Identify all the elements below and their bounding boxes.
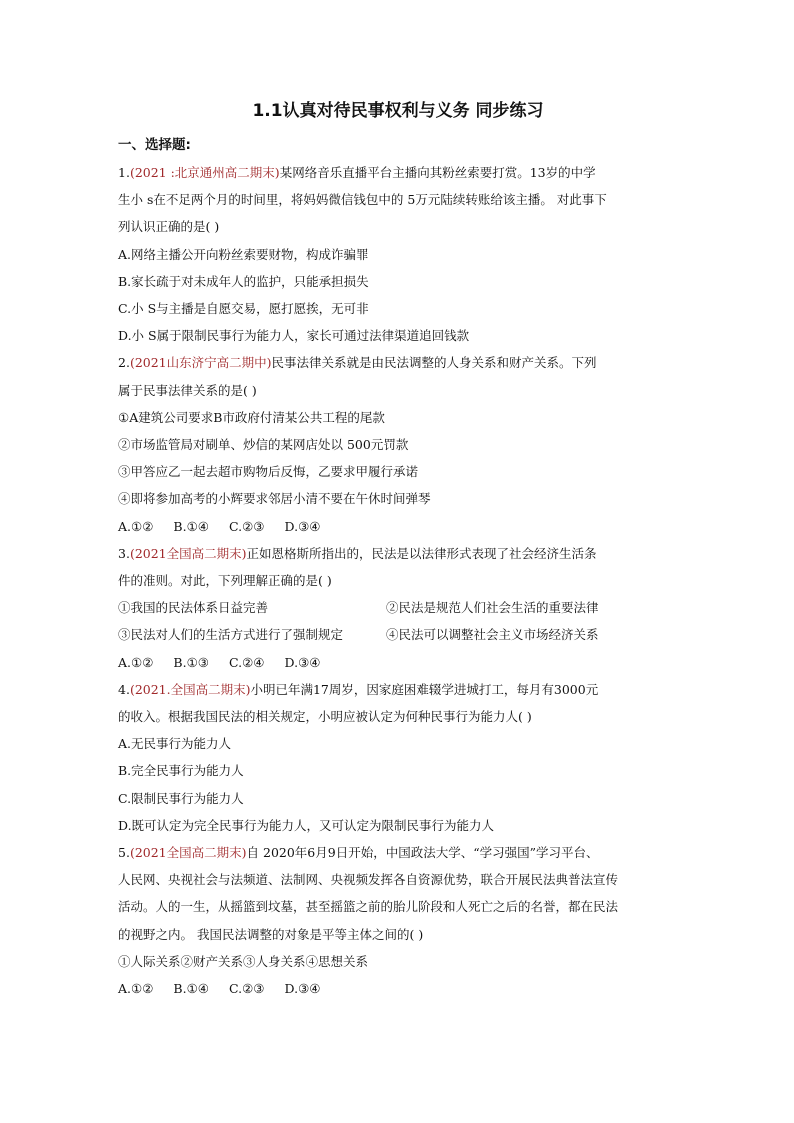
- question-3: [118, 540, 678, 676]
- question-5: [118, 839, 678, 1002]
- question-text: 属于民事法律关系的是( ): [118, 382, 257, 398]
- option-d: D.既可认定为完全民事行为能力人，又可认定为限制民事行为能力人: [118, 817, 495, 833]
- statement-row: ①人际关系②财产关系③人身关系④思想关系: [118, 953, 369, 969]
- question-text: 的视野之内。 我国民法调整的对象是平等主体之间的( ): [118, 926, 424, 942]
- choice-b: B.①③: [173, 654, 209, 670]
- question-text: 的收入。根据我国民法的相关规定，小明应被认定为何种民事行为能力人( ): [118, 709, 532, 724]
- question-text: 列认识正确的是( ): [118, 219, 220, 235]
- choice-c: C.②③: [229, 981, 265, 997]
- question-text: 件的准则。对此，下列理解正确的是( ): [118, 573, 332, 589]
- statement-4: ④即将参加高考的小辉要求邻居小清不要在午休时间弹琴: [118, 491, 431, 507]
- choice-b: B.①④: [173, 518, 209, 534]
- question-source: (2021全国高二期末): [129, 845, 247, 861]
- question-source: (2021.全国高二期末): [129, 681, 251, 697]
- question-text: 自 2020年6月9日开始，中国政法大学、“学习强国”学习平台、: [246, 845, 599, 861]
- question-text: 小明已年满17周岁，因家庭困难辍学进城打工，每月有3000元: [250, 681, 599, 697]
- question-source: (2021山东济宁高二期中): [129, 355, 272, 371]
- question-number: 4.: [118, 681, 130, 697]
- question-text: 人民网、央视社会与法频道、法制网、央视频发挥各自资源优势，联合开展民法典普法宣传: [118, 872, 619, 888]
- statement-4: ④民法可以调整社会主义市场经济关系: [386, 627, 599, 643]
- statement-2: ②市场监管局对刷单、炒信的某网店处以 500元罚款: [118, 437, 409, 453]
- question-2: [118, 349, 678, 539]
- question-text: 某网络音乐直播平台主播向其粉丝索要打赏。13岁的中学: [279, 165, 596, 180]
- choice-d: D.③④: [284, 654, 321, 670]
- option-c: C.限制民事行为能力人: [118, 790, 244, 806]
- option-b: B.家长疏于对未成年人的监护，只能承担损失: [118, 273, 369, 289]
- page-title: 1.1认真对待民事权利与义务 同步练习: [252, 101, 544, 121]
- statement-2: ②民法是规范人们社会生活的重要法律: [386, 600, 599, 616]
- question-1: [118, 159, 678, 349]
- section-heading: 一、选择题:: [118, 137, 191, 153]
- statement-1: ①A建筑公司要求B市政府付清某公共工程的尾款: [118, 409, 385, 425]
- choice-d: D.③④: [284, 981, 321, 997]
- question-text: 生小 s在不足两个月的时间里，将妈妈微信钱包中的 5万元陆续转账给该主播。 对此事下: [118, 192, 607, 208]
- question-number: 1.: [118, 165, 130, 180]
- worksheet-page: [118, 98, 678, 1002]
- option-a: A.网络主播公开向粉丝索要财物，构成诈骗罪: [118, 246, 369, 262]
- answer-choices: [118, 649, 678, 676]
- option-b: B.完全民事行为能力人: [118, 763, 244, 779]
- option-c: C.小 S与主播是自愿交易，愿打愿挨，无可非: [118, 301, 369, 317]
- question-source: (2021全国高二期末): [129, 545, 247, 561]
- choice-d: D.③④: [284, 518, 321, 534]
- question-source: (2021 :北京通州高二期末): [129, 165, 280, 180]
- question-4: [118, 676, 678, 839]
- choice-a: A.①②: [118, 654, 154, 670]
- statement-row: [118, 594, 678, 621]
- question-number: 2.: [118, 355, 130, 371]
- answer-choices: [118, 513, 678, 540]
- question-stem: [118, 159, 678, 186]
- question-number: 3.: [118, 545, 130, 561]
- question-stem: [118, 676, 678, 703]
- question-number: 5.: [118, 845, 130, 861]
- option-d: D.小 S属于限制民事行为能力人，家长可通过法律渠道追回钱款: [118, 328, 470, 344]
- option-a: A.无民事行为能力人: [118, 736, 232, 752]
- statement-1: ①我国的民法体系日益完善: [118, 600, 269, 616]
- question-stem: [118, 839, 678, 866]
- choice-c: C.②③: [229, 518, 265, 534]
- choice-a: A.①②: [118, 518, 154, 534]
- statement-3: ③甲答应乙一起去超市购物后反悔，乙要求甲履行承诺: [118, 464, 419, 480]
- question-text: 正如恩格斯所指出的，民法是以法律形式表现了社会经济生活条: [246, 545, 597, 561]
- question-text: 活动。人的一生，从摇篮到坟墓，甚至摇篮之前的胎儿阶段和人死亡之后的名誉，都在民法: [118, 899, 619, 915]
- question-stem: [118, 540, 678, 567]
- statement-row: [118, 621, 678, 648]
- choice-c: C.②④: [229, 654, 265, 670]
- question-stem: [118, 349, 678, 376]
- choice-a: A.①②: [118, 981, 154, 997]
- statement-3: ③民法对人们的生活方式进行了强制规定: [118, 627, 344, 643]
- choice-b: B.①④: [173, 981, 209, 997]
- question-text: 民事法律关系就是由民法调整的人身关系和财产关系。下列: [271, 355, 597, 371]
- answer-choices: [118, 975, 678, 1002]
